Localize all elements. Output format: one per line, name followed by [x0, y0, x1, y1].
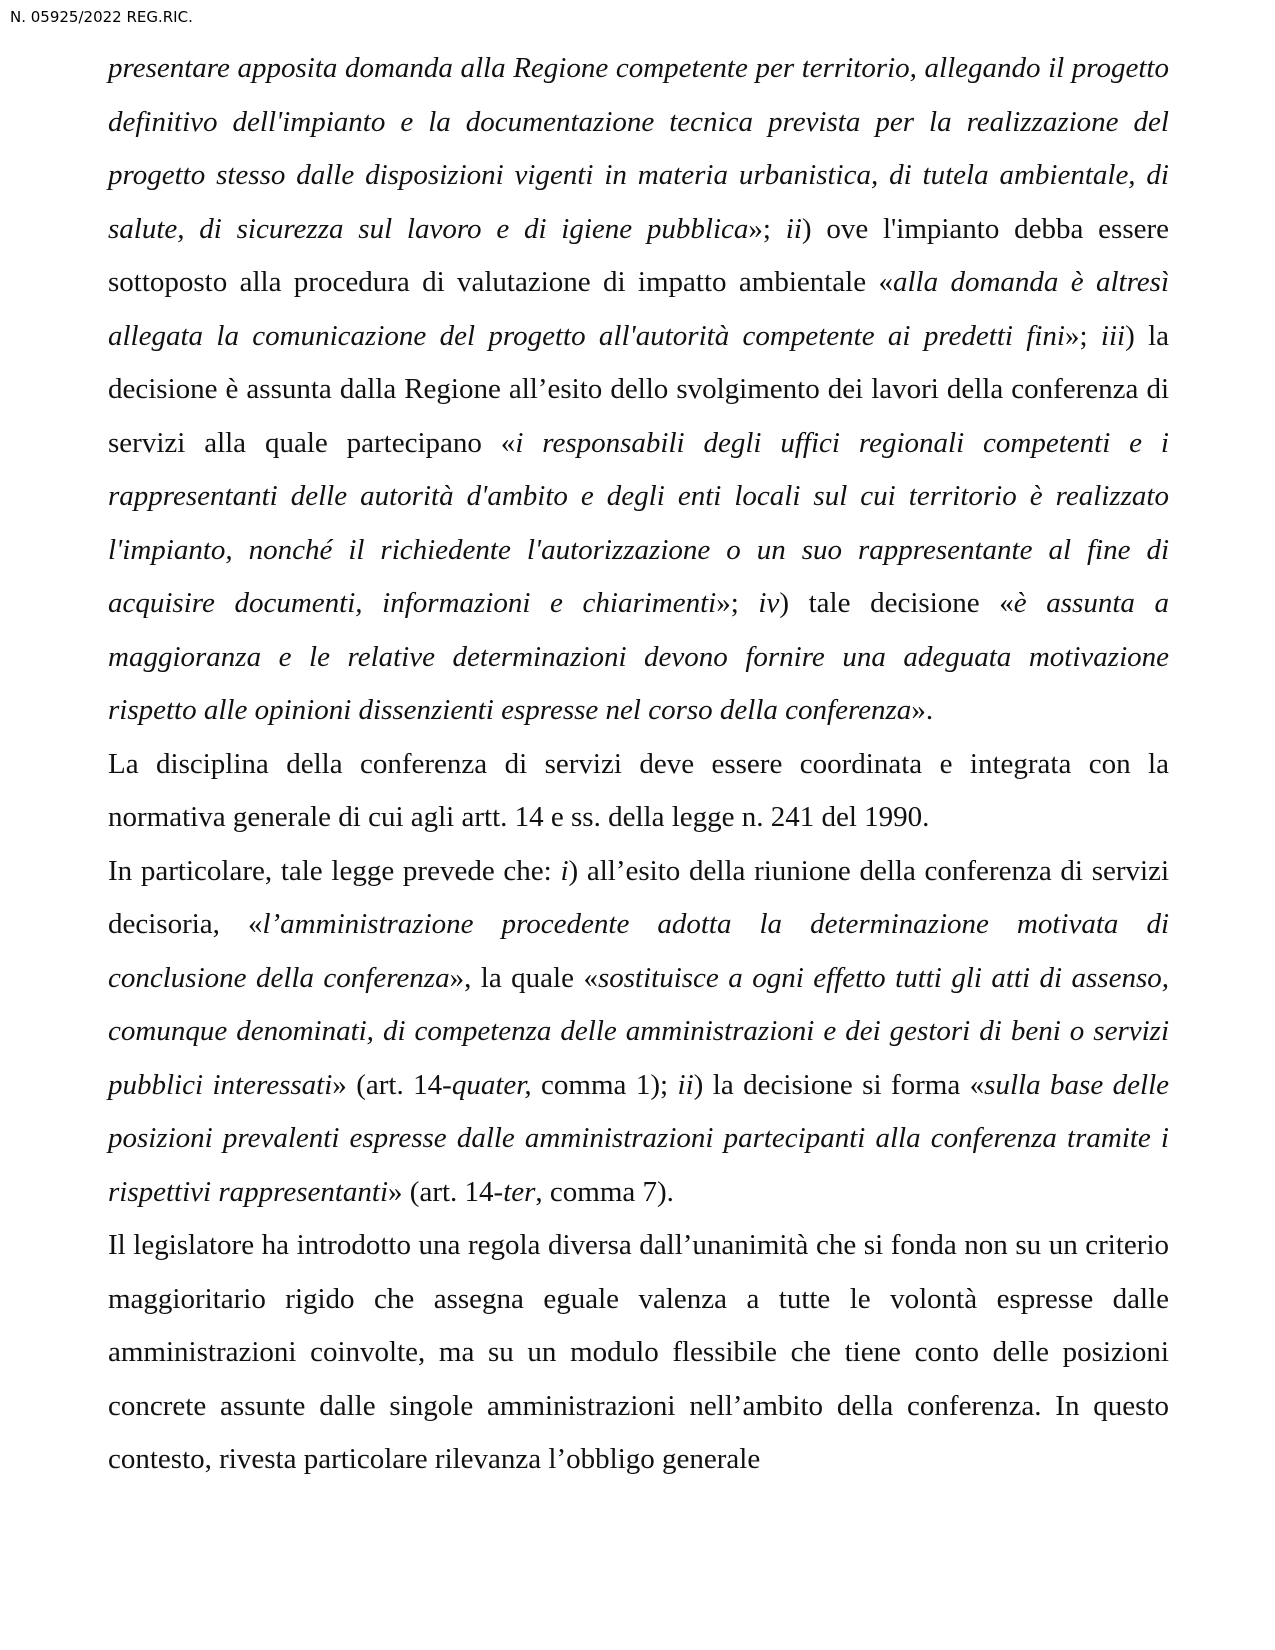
italic-quote-text: ter	[503, 1175, 536, 1208]
body-text: , comma 7).	[535, 1175, 674, 1208]
paragraph-3	[108, 845, 1169, 1220]
body-text: In particolare, tale legge prevede che:	[108, 854, 561, 887]
italic-quote-text: i responsabili degli uffici regionali competenti e i rappresentanti delle autorità d'ambito e degli enti locali sul cui territorio è realizzato l'impianto, nonché il richiedente l'autorizzazione o un suo rappresentante al fine di acquisire documenti, informazioni e chiarimenti	[108, 426, 1169, 619]
italic-quote-text: ii	[677, 1068, 694, 1101]
body-text: comma 1);	[531, 1068, 678, 1101]
body-text: »;	[748, 212, 786, 245]
body-text: »;	[716, 587, 759, 619]
body-text: ) all’esito della riunione della conferenza di servizi decisoria, «	[108, 854, 1169, 940]
italic-quote-text: ii	[785, 212, 802, 245]
italic-quote-text: quater,	[451, 1068, 532, 1101]
italic-quote-text: sulla base delle posizioni prevalenti espresse dalle amministrazioni partecipanti alla conferenza tramite i rispettivi rappresentanti	[108, 1068, 1170, 1208]
body-text: ) ove l'impianto debba essere sottoposto alla procedura di valutazione di impatto ambientale «	[108, 212, 1169, 298]
case-number: N. 05925/2022 REG.RIC.	[10, 8, 193, 26]
body-text: »;	[1064, 319, 1101, 352]
italic-quote-text: iii	[1100, 319, 1126, 352]
paragraph-1	[108, 42, 1169, 738]
italic-quote-text: iv	[758, 587, 780, 619]
document-body	[108, 42, 1169, 1487]
body-text: Il legislatore ha introdotto una regola diversa dall’unanimità che si fonda non su un criterio maggioritario rigido che assegna eguale valenza a tutte le volontà espresse dalle amministrazioni coinvolte, ma su un modulo flessibile che tiene conto delle posizioni concrete assunte dalle singole amministrazioni nell’ambito della conferenza. In questo contesto, rivesta particolare rilevanza l’obbligo generale	[108, 1229, 1169, 1475]
italic-quote-text: presentare apposita domanda alla Regione competente per territorio, allegando il progetto definitivo dell'impianto e la documentazione tecnica prevista per la realizzazione del progetto stesso dalle disposizioni vigenti in materia urbanistica, di tutela ambientale, di salute, di sicurezza sul lavoro e di igiene pubblica	[108, 52, 1169, 245]
paragraph-2	[108, 738, 1169, 845]
italic-quote-text: i	[560, 854, 569, 887]
paragraph-4	[108, 1219, 1169, 1487]
body-text: » (art. 14-	[388, 1175, 504, 1208]
body-text: » (art. 14-	[332, 1068, 452, 1101]
italic-quote-text: alla domanda è altresì allegata la comunicazione del progetto all'autorità competente ai predetti fini	[108, 266, 1170, 352]
italic-quote-text: sostituisce a ogni effetto tutti gli atti di assenso, comunque denominati, di competenza delle amministrazioni e dei gestori di beni o servizi pubblici interessati	[108, 961, 1170, 1101]
body-text: ) la decisione si forma «	[693, 1068, 985, 1101]
body-text: ».	[911, 694, 934, 726]
italic-quote-text: è assunta a maggioranza e le relative determinazioni devono fornire una adeguata motivazione rispetto alle opinioni dissenzienti espresse nel corso della conferenza	[108, 587, 1169, 726]
italic-quote-text: l’amministrazione procedente adotta la determinazione motivata di conclusione della conferenza	[108, 908, 1170, 994]
body-text: La disciplina della conferenza di servizi deve essere coordinata e integrata con la normativa generale di cui agli artt. 14 e ss. della legge n. 241 del 1990.	[108, 747, 1169, 833]
body-text: », la quale «	[449, 961, 598, 994]
body-text: ) la decisione è assunta dalla Regione all’esito dello svolgimento dei lavori della conferenza di servizi alla quale partecipano «	[108, 319, 1169, 459]
body-text: ) tale decisione «	[779, 587, 1014, 619]
